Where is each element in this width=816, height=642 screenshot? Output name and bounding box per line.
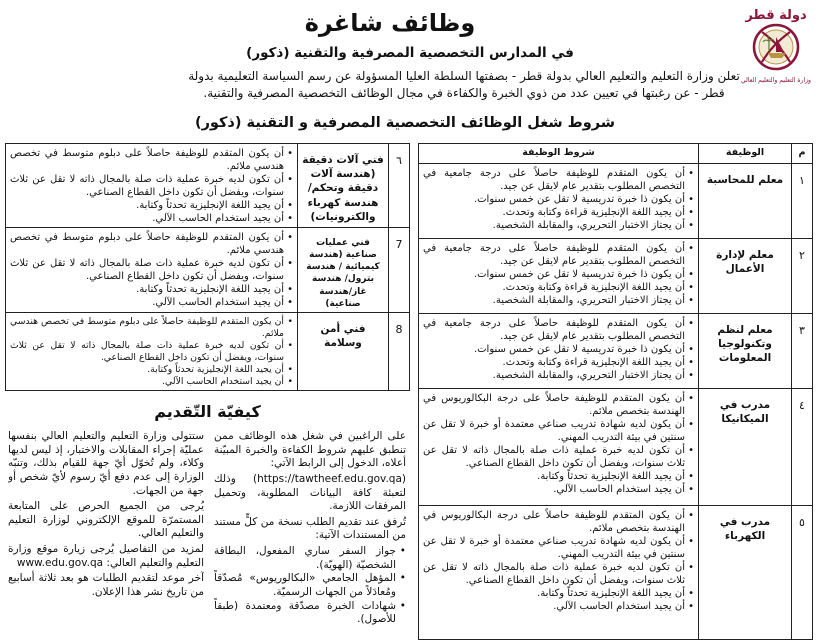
row-number: ٦ [389,144,409,227]
conditions-list [10,316,293,388]
job-title: مدرب في الميكانيكا [699,389,791,505]
row-number: ٥ [792,506,812,639]
apply-instructions-column [214,430,406,638]
row-number: 7 [389,228,409,312]
condition-item: • أن يجيد اللغة الإنجليزية قراءة وكتابة وتحدث. [423,206,694,219]
document-item: • شهادات الخبرة مصدّقة ومعتمدة (طبقاً للأصول). [214,600,406,627]
row-number: 8 [389,313,409,390]
condition-item: • أن يكون ذا خبرة تدريسية لا تقل عن خمس سنوات. [423,343,694,356]
page-subtitle: في المدارس التخصصية المصرفية والتقنية (ذكور) [246,45,574,61]
header-conditions: شروط الوظيفة [419,144,698,163]
conditions-list [423,242,694,307]
condition-item: • أن يكون المتقدم للوظيفة حاصلاً على درجة جامعية في التخصص المطلوب بتقدير عام لايقل عن جيد. [423,167,694,193]
document-item: • المؤهل الجامعي «البكالوريوس» مُصدّقاً ومُعادَلاً من الجهات الرسميّة. [214,572,406,599]
condition-item: • أن يجيد اللغة الإنجليزية قراءة وكتابة وتحدث. [423,281,694,294]
job-title: فني أمن وسلامة [298,313,388,390]
apply-link-followup-text: وذلك لتعبئة كافة البيانات المطلوبة، وتحميل المرفقات اللازمة. [214,472,406,513]
more-details-text: لمزيد من التفاصيل يُرجى زيارة موقع وزارة التعليم والتعليم العالي: [8,543,204,569]
condition-item: • أن يكون لديه شهادة تدريب صناعي معتمدة أو خبرة لا تقل عن سنتين في بيئة التدريب المهني. [423,418,694,444]
how-to-apply-title: كيفيّة التّقديم [154,402,261,421]
condition-item: • أن تكون لديه خبرة عملية ذات صلة بالمجال ذاته لا تقل عن ثلاث سنوات، ويفضل أن تكون داخل القطاع الصناعي. [10,257,293,283]
condition-item: • أن يجتاز الاختبار التحريري، والمقابلة الشخصية. [423,219,694,232]
condition-item: • أن تكون لديه خبرة عملية ذات صلة بالمجال ذاته لا تقل عن ثلاث سنوات، ويفضل أن تكون داخل القطاع الصناعي. [423,444,694,470]
follow-website-notice: يُرجى من الجميع الحرص على المتابعة المستمرّة للموقع الإلكتروني لوزارة التعليم والتعليم العالي. [8,500,204,540]
condition-item: • أن تكون لديه خبرة عملية ذات صلة بالمجال ذاته لا تقل عن ثلاث سنوات، ويفضل أن تكون داخل القطاع الصناعي. [10,173,293,199]
ministry-website-link[interactable]: www.edu.gov.qa [16,556,104,569]
job-title: فني عمليات صناعية (هندسة كيميائية / هندسة بترول/ هندسة غاز/هندسة صناعية) [298,228,388,312]
logo-ministry-text: وزارة التعليم والتعليم العالي [741,76,811,84]
conditions-list [423,392,694,496]
condition-item: • أن يجيد استخدام الحاسب الآلي. [10,376,293,388]
jobs-table-left [5,143,410,391]
row-number: ٢ [792,239,812,313]
job-title: مدرب في الكهرباء [699,506,791,639]
condition-item: • أن يجيد اللغة الإنجليزية تحدثاً وكتابة. [10,199,293,212]
tawtheef-link[interactable]: (https://tawtheef.edu.gov.qa) [253,472,406,485]
page-title: وظائف شاغرة [304,9,476,37]
header-number: م [792,144,812,163]
row-number: ٤ [792,389,812,505]
condition-item: • أن يكون المتقدم للوظيفة حاصلاً على درجة البكالوريوس في الهندسة بتخصص ملائم. [423,509,694,535]
condition-item: • أن تكون لديه خبرة عملية ذات صلة بالمجال ذاته لا تقل عن ثلاث سنوات، ويفضل أن تكون داخل القطاع الصناعي. [10,340,293,364]
job-conditions [6,228,297,312]
conditions-heading: شروط شغل الوظائف التخصصية المصرفية و التقنية (ذكور) [194,115,616,131]
required-documents-list [214,545,406,627]
jobs-table-right [418,143,813,640]
condition-item: • أن تكون لديه خبرة عملية ذات صلة بالمجال ذاته لا تقل عن ثلاث سنوات، ويفضل أن تكون داخل القطاع الصناعي. [423,561,694,587]
condition-item: • أن يكون لديه شهادة تدريب صناعي معتمدة أو خبرة لا تقل عن سنتين في بيئة التدريب المهني. [423,535,694,561]
condition-item: • أن يكون المتقدم للوظيفة حاصلاً على درجة جامعية في التخصص المطلوب بتقدير عام لايقل عن جيد. [423,317,694,343]
job-conditions [6,144,297,227]
condition-item: • أن يجتاز الاختبار التحريري، والمقابلة الشخصية. [423,294,694,307]
condition-item: • أن يجيد استخدام الحاسب الآلي. [10,296,293,309]
conditions-list [10,231,293,309]
condition-item: • أن يكون المتقدم للوظيفة حاصلاً على دبلوم متوسط في تخصص هندسي ملائم. [10,231,293,257]
condition-item: • أن يجيد اللغة الإنجليزية تحدثاً وكتابة. [10,283,293,296]
interview-notice: ستتولّى وزارة التعليم والتعليم العالي بنفسها عمليّة إجراء المقابلات والاختبار، إذ ليس لديها وكلاء، ولم تُخوّل أيّ جهة للقيام بذلك، وتنبّه الوزارة إلى عدم دفع أيّ رسوم لأيّ شخص أو جهة من الجهات. [8,430,204,497]
condition-item: • أن يجيد اللغة الإنجليزية تحدثاً وكتابة. [423,470,694,483]
apply-notes-column [8,430,204,638]
job-title: فني آلات دقيقة (هندسة آلات دقيقة وتحكم/ هندسة كهرباء والكترونيات) [298,144,388,227]
header-job: الوظيفة [699,144,791,163]
conditions-list [10,147,293,225]
required-documents-intro: تُرفق عند تقديم الطلب نسخة من كلٍّ مستند من المستندات الآتية: [214,515,406,542]
row-number: ١ [792,164,812,238]
job-title: معلم لإدارة الأعمال [699,239,791,313]
job-conditions [6,313,297,390]
how-to-apply-section [5,398,410,640]
conditions-list [423,317,694,382]
row-number: ٣ [792,314,812,388]
logo-country-text: دولة قطر [745,8,807,23]
apply-intro-text: على الراغبين في شغل هذه الوظائف ممن تنطبق عليهم شروط الكفاءة والخبرة المبيّنة أعلاه، الدخول إلى الرابط الآتي: [214,430,406,470]
condition-item: • أن يجيد استخدام الحاسب الآلي. [423,483,694,496]
condition-item: • أن يكون المتقدم للوظيفة حاصلاً على درجة جامعية في التخصص المطلوب بتقدير عام لايقل عن جيد. [423,242,694,268]
condition-item: • أن يكون ذا خبرة تدريسية لا تقل عن خمس سنوات. [423,268,694,281]
apply-link-paragraph [214,473,406,514]
condition-item: • أن يجيد اللغة الإنجليزية تحدثاً وكتابة. [10,364,293,376]
job-conditions [419,389,698,505]
job-conditions [419,239,698,313]
condition-item: • أن يجيد استخدام الحاسب الآلي. [423,600,694,613]
job-title: معلم للمحاسبة [699,164,791,238]
conditions-list [423,167,694,232]
condition-item: • أن يكون المتقدم للوظيفة حاصلاً على دبلوم متوسط في تخصص هندسي ملائم. [10,316,293,340]
job-title: معلم لنظم وتكنولوجيا المعلومات [699,314,791,388]
job-conditions [419,506,698,639]
condition-item: • أن يجيد استخدام الحاسب الآلي. [10,212,293,225]
condition-item: • أن يكون ذا خبرة تدريسية لا تقل عن خمس سنوات. [423,193,694,206]
conditions-list [423,509,694,613]
condition-item: • أن يجتاز الاختبار التحريري، والمقابلة الشخصية. [423,369,694,382]
ministry-logo [739,5,813,87]
job-conditions [419,164,698,238]
intro-paragraph: تعلن وزارة التعليم والتعليم العالي بدولة قطر - بصفتها السلطة العليا المسؤولة عن رسم السياسة التعليمية بدولة قطر - عن رغبتها في تعيين عدد من ذوي الخبرة والكفاءة في مجال الوظائف التخصصية المصرفية والتقنية. [188,69,740,100]
document-item: • جواز السفر ساري المفعول، البطاقة الشخصيّة (الهويّة). [214,545,406,572]
condition-item: • أن يكون المتقدم للوظيفة حاصلاً على دبلوم متوسط في تخصص هندسي ملائم. [10,147,293,173]
condition-item: • أن يكون المتقدم للوظيفة حاصلاً على درجة البكالوريوس في الهندسة بتخصص ملائم. [423,392,694,418]
more-details-paragraph [8,543,204,570]
condition-item: • أن يجيد اللغة الإنجليزية قراءة وكتابة وتحدث. [423,356,694,369]
job-conditions [419,314,698,388]
deadline-notice: آخر موعد لتقديم الطلبات هو بعد ثلاثة أسابيع من تاريخ نشر هذا الإعلان. [8,572,204,599]
condition-item: • أن يجيد اللغة الإنجليزية تحدثاً وكتابة. [423,587,694,600]
